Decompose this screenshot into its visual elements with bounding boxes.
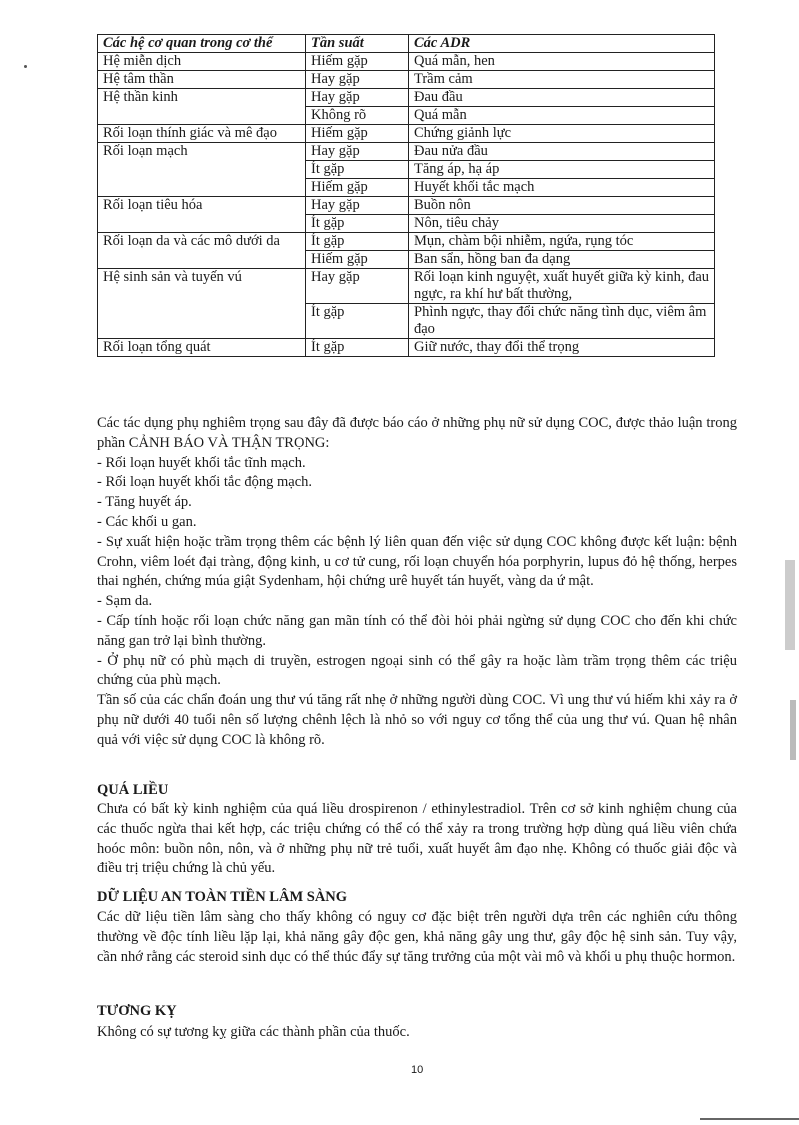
- adr-cell: Tăng áp, hạ áp: [409, 161, 715, 179]
- adr-cell: Buồn nôn: [409, 197, 715, 215]
- list-item: - Ở phụ nữ có phù mạch di truyền, estrogen ngoại sinh có thể gây ra hoặc làm trầm trọng thêm các triệu chứng của phù mạch.: [97, 652, 737, 689]
- adr-cell: Giữ nước, thay đổi thể trọng: [409, 339, 715, 357]
- overdose-text: Chưa có bất kỳ kinh nghiệm của quá liều drospirenon / ethinylestradiol. Trên cơ sở kinh nghiệm chung của các thuốc ngừa thai kết hợp, các triệu chứng có thể có thể xảy ra trong trường hợp dùng quá liều viên chứa hoóc môn: buồn nôn, nôn, và ở những phụ nữ trẻ tuổi, xuất huyết âm đạo nhẹ. Không có thuốc giải độc và điều trị triệu chứng là chủ yếu.: [97, 801, 737, 877]
- list-item: - Rối loạn huyết khối tắc động mạch.: [97, 474, 313, 491]
- table-row: [98, 89, 715, 107]
- frequency-cell: Ít gặp: [306, 161, 409, 179]
- scan-speck: [24, 65, 27, 68]
- adr-table: [97, 34, 715, 357]
- table-row: [98, 71, 715, 89]
- serious-effects-intro: Các tác dụng phụ nghiêm trọng sau đây đã được báo cáo ở những phụ nữ sử dụng COC, được thảo luận trong phần CẢNH BÁO VÀ THẬN TRỌNG:: [97, 415, 737, 451]
- list-item: - Các khối u gan.: [97, 513, 197, 530]
- frequency-cell: Hay gặp: [306, 71, 409, 89]
- frequency-cell: Hay gặp: [306, 197, 409, 215]
- serious-effects-section: [97, 414, 737, 751]
- adr-cell: Ban sẩn, hồng ban đa dạng: [409, 251, 715, 269]
- adr-cell: Huyết khối tắc mạch: [409, 179, 715, 197]
- adr-cell: Chứng giảnh lực: [409, 125, 715, 143]
- organ-system-cell: Rối loạn mạch: [98, 143, 306, 197]
- adr-cell: Mụn, chàm bội nhiễm, ngứa, rụng tóc: [409, 233, 715, 251]
- organ-system-cell: Rối loạn da và các mô dưới da: [98, 233, 306, 269]
- adr-cell: Phình ngực, thay đổi chức năng tình dục, viêm âm đạo: [409, 304, 715, 339]
- frequency-cell: Hay gặp: [306, 89, 409, 107]
- frequency-cell: Hiếm gặp: [306, 53, 409, 71]
- frequency-cell: Hay gặp: [306, 143, 409, 161]
- frequency-cell: Không rõ: [306, 107, 409, 125]
- organ-system-cell: Rối loạn tiêu hóa: [98, 197, 306, 233]
- adr-cell: Quá mẫn, hen: [409, 53, 715, 71]
- frequency-cell: Ít gặp: [306, 215, 409, 233]
- organ-system-cell: Rối loạn tổng quát: [98, 339, 306, 357]
- frequency-cell: Hiếm gặp: [306, 179, 409, 197]
- adr-cell: Đau đầu: [409, 89, 715, 107]
- header-organ-system: Các hệ cơ quan trong cơ thể: [98, 35, 306, 53]
- table-row: [98, 125, 715, 143]
- incompatibility-heading: TƯƠNG KỴ: [97, 1003, 177, 1019]
- preclinical-section: [97, 908, 737, 967]
- frequency-cell: Ít gặp: [306, 339, 409, 357]
- header-frequency: Tần suất: [306, 35, 409, 53]
- adr-cell: Trầm cảm: [409, 71, 715, 89]
- table-row: [98, 339, 715, 357]
- frequency-cell: Hay gặp: [306, 269, 409, 304]
- list-item: - Sạm da.: [97, 593, 153, 610]
- scan-edge-line: [700, 1118, 799, 1120]
- adr-cell: Rối loạn kinh nguyệt, xuất huyết giữa kỳ kinh, đau ngực, ra khí hư bất thường,: [409, 269, 715, 304]
- scan-edge-mark: [785, 560, 795, 650]
- adr-cell: Đau nửa đầu: [409, 143, 715, 161]
- table-row: [98, 269, 715, 304]
- list-item: - Rối loạn huyết khối tắc tĩnh mạch.: [97, 454, 306, 471]
- adr-cell: Quá mẫn: [409, 107, 715, 125]
- table-row: [98, 233, 715, 251]
- incompatibility-section: [97, 1023, 737, 1043]
- list-item: - Sự xuất hiện hoặc trầm trọng thêm các bệnh lý liên quan đến việc sử dụng COC không được kết luận: bệnh Crohn, viêm loét đại tràng, động kinh, u cơ tử cung, rối loạn chuyển hóa porphyrin, lupus đỏ hệ thống, herpes thai nghén, chứng múa giật Sydenham, hội chứng urê huyết tán huyết, vàng da ứ mật.: [97, 533, 737, 590]
- adr-cell: Nôn, tiêu chảy: [409, 215, 715, 233]
- organ-system-cell: Hệ tâm thần: [98, 71, 306, 89]
- header-adr: Các ADR: [409, 35, 715, 53]
- scan-edge-mark: [790, 700, 796, 760]
- frequency-cell: Ít gặp: [306, 233, 409, 251]
- table-header-row: [98, 35, 715, 53]
- table-row: [98, 197, 715, 215]
- organ-system-cell: Rối loạn thính giác và mê đạo: [98, 125, 306, 143]
- list-item: - Cấp tính hoặc rối loạn chức năng gan mãn tính có thể đòi hỏi phải ngừng sử dụng COC cho đến khi chức năng gan trở lại bình thường.: [97, 612, 737, 649]
- table-body: [98, 53, 715, 357]
- cancer-note: Tần số của các chẩn đoán ung thư vú tăng rất nhẹ ở những người dùng COC. Vì ung thư vú hiếm khi xảy ra ở phụ nữ dưới 40 tuổi nên số lượng chênh lệch là nhỏ so với nguy cơ tổng thể của ung thư vú. Quan hệ nhân quả với việc sử dụng COC là không rõ.: [97, 692, 737, 748]
- preclinical-heading: DỮ LIỆU AN TOÀN TIỀN LÂM SÀNG: [97, 889, 348, 905]
- overdose-heading: QUÁ LIỀU: [97, 782, 169, 798]
- frequency-cell: Hiếm gặp: [306, 251, 409, 269]
- page-number: 10: [411, 1064, 424, 1076]
- organ-system-cell: Hệ thần kinh: [98, 89, 306, 125]
- organ-system-cell: Hệ sinh sản và tuyến vú: [98, 269, 306, 339]
- overdose-section: [97, 800, 737, 879]
- preclinical-text: Các dữ liệu tiền lâm sàng cho thấy không có nguy cơ đặc biệt trên người dựa trên các nghiên cứu thông thường về độc tính liều lặp lại, khả năng gây độc gen, khả năng gây ung thư, gây độc hệ sinh sản. Tuy vậy, cần nhớ rằng các steroid sinh dục có thể thúc đẩy sự tăng trưởng của một vài mô và khối u phụ thuộc hormon.: [97, 909, 737, 965]
- frequency-cell: Hiếm gặp: [306, 125, 409, 143]
- frequency-cell: Ít gặp: [306, 304, 409, 339]
- list-item: - Tăng huyết áp.: [97, 494, 192, 511]
- incompatibility-text: Không có sự tương kỵ giữa các thành phần của thuốc.: [97, 1024, 410, 1040]
- table-row: [98, 53, 715, 71]
- organ-system-cell: Hệ miễn dịch: [98, 53, 306, 71]
- table-row: [98, 143, 715, 161]
